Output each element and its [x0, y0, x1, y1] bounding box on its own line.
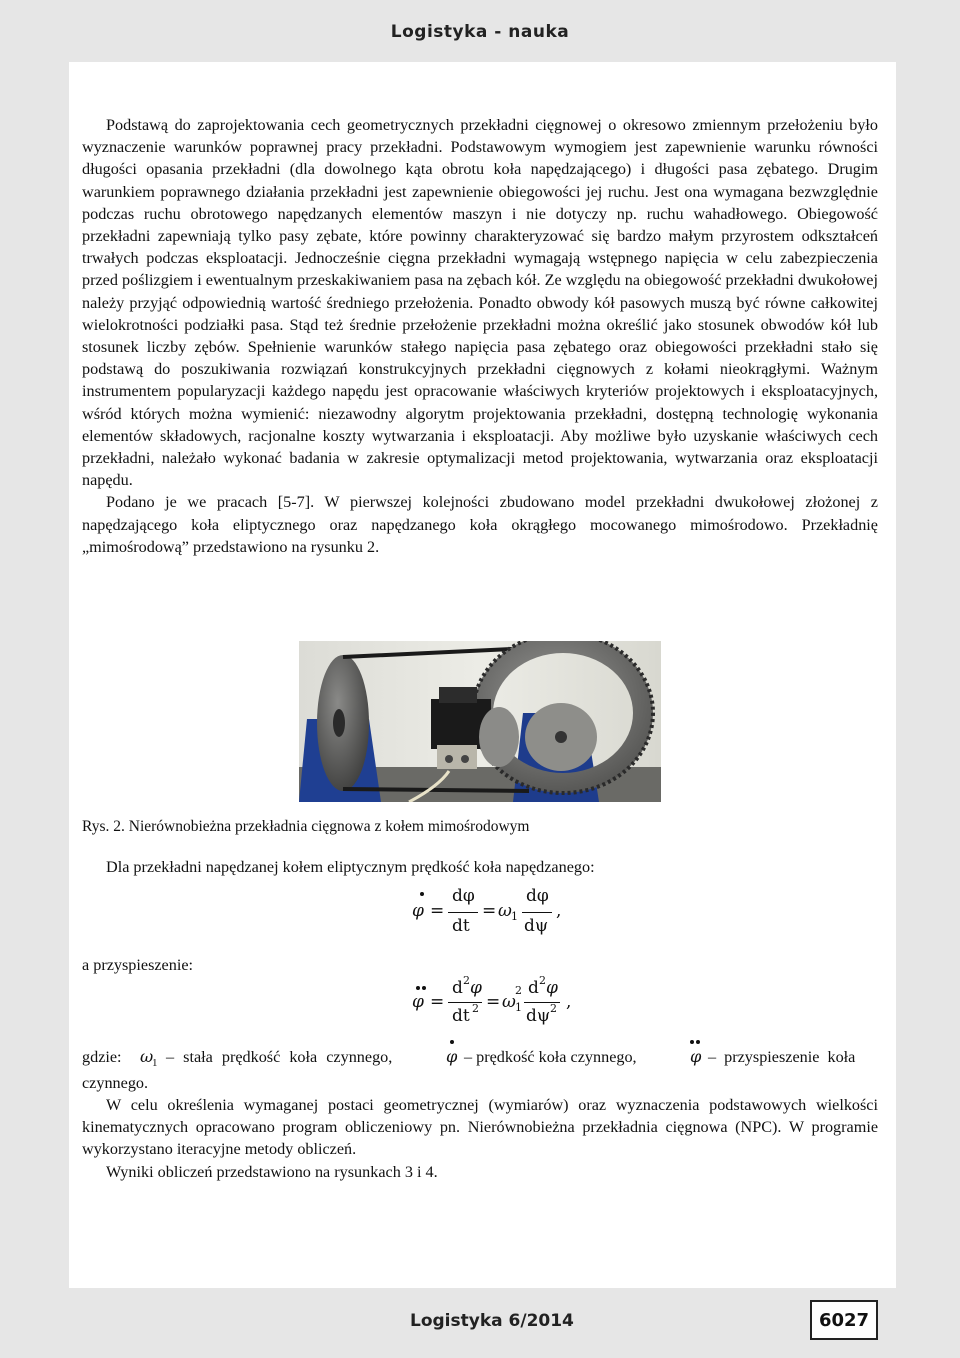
eq2-omega-sub: 1 — [515, 1001, 522, 1014]
legend-gdzie: gdzie: — [82, 1048, 122, 1066]
eq2-num1-phi: φ — [470, 978, 482, 998]
legend-phi-dot: φ — [446, 1047, 458, 1066]
eq2-num2-sup: 2 — [539, 974, 546, 987]
eq1-omega: ω — [498, 901, 512, 921]
velocity-intro: Dla przekładni napędzanej kołem eliptycznym prędkość koła napędzanego: — [106, 858, 595, 876]
eq1-comma: , — [556, 901, 562, 921]
eq2-omega: ω — [502, 992, 516, 1012]
eq1-lhs: φ — [412, 901, 424, 921]
eq2-den2-sup: 2 — [550, 1002, 557, 1015]
eq2-num1-d: d — [452, 978, 463, 998]
eq1-den1: dt — [452, 916, 470, 936]
eq2-omega-sup: 2 — [515, 984, 522, 997]
eq2-comma: , — [566, 992, 572, 1012]
eq2-equals: = — [430, 992, 445, 1012]
eq1-num1: dφ — [452, 886, 475, 906]
eq1-omega-sub: 1 — [511, 910, 518, 923]
page-number: 6027 — [810, 1300, 878, 1340]
eq1-equals-2: = — [482, 901, 497, 921]
symbol-legend — [82, 1046, 878, 1090]
eq2-lhs: φ — [412, 992, 424, 1012]
paragraph-1: Podstawą do zaprojektowania cech geometrycznych przekładni cięgnowej o okresowo zmiennym przełożeniu było wyznaczenie warunków poprawnej pracy przekładni. Podstawowym wymogiem jest zapewnienie warunku równości długości opasania przekładni (dla dowolnego kąta obrotu koła napędzającego) i długości pasa zębatego. Drugim warunkiem poprawnego działania przekładni jest zapewnienie obiegowości jej ruchu. Jest ona wymagana bezwzględnie podczas ruchu obrotowego napędzanych elementów maszyn i nie dotyczy np. ruchu wahadłowego. Obiegowość przekładni zapewniają tylko pasy zębate, które powinny charakteryzować się bardzo małym przyrostem odkształceń trwałych podczas eksploatacji. Jednocześnie cięgna przekładni wymagają wstępnego napięcia w celu zabezpieczenia przed poślizgiem i ewentualnym przeskakiwaniem pasa na zębach kół. Ze względu na obiegowość przekładni dwukołowej należy przyjąć odpowiednią wartość średniego przełożenia. Ponadto obwody kół pasowych muszą być równe całkowitej wielokrotności podziałki pasa. Stąd też średnie przełożenie przekładni można określić jako stosunek obwodów kół lub stosunek liczby zębów. Spełnienie warunków stałego napięcia pasa zębatego oraz obiegowości przekładni stało się podstawą do poszukiwania rozwiązań konstrukcyjnych przekładni cięgnowych z kołami nieokrągłymi. Ważnym instrumentem popularyzacji każdego napędu jest opracowanie właściwych kryteriów projektowych i eksploatacyjnych, wśród których można wymienić: niezawodny algorytm projektowania przekładni, dostępną technologię wykonania elementów składowych, racjonalne koszty wytwarzania i eksploatacji. Aby możliwe było uzyskanie właściwych cech przekładni, należało wykonać badania w zakresie optymalizacji metod projektowania, wytwarzania oraz eksploatacji napędu. — [82, 116, 878, 490]
journal-footer: Logistyka 6/2014 — [410, 1311, 574, 1331]
eq2-num2-d: d — [528, 978, 539, 998]
legend-phi-ddot: φ — [690, 1047, 702, 1066]
gear-mechanism-illustration — [299, 641, 661, 802]
equation-acceleration — [412, 972, 582, 1028]
legend-omega: ω — [140, 1047, 154, 1066]
eq2-equals-2: = — [486, 992, 501, 1012]
acceleration-label: a przyspieszenie: — [82, 956, 194, 974]
paragraph-2: Podano je we pracach [5-7]. W pierwszej kolejności zbudowano model przekładni dwukołowej złożonej z napędzającego koła eliptycznego oraz napędzanego koła okrągłego mocowanego mimośrodowo. Przekładnię „mimośrodową” przedstawiono na rysunku 2. — [82, 493, 878, 556]
closing-text — [82, 1094, 878, 1183]
eq2-num1-sup: 2 — [463, 974, 470, 987]
paragraph-4: Wyniki obliczeń przedstawiono na rysunkach 3 i 4. — [106, 1162, 438, 1181]
legend-omega-desc: – stała prędkość koła czynnego, — [166, 1048, 393, 1066]
legend-continuation: czynnego. — [82, 1074, 149, 1092]
overdot — [420, 892, 424, 896]
figure-photo — [299, 641, 661, 802]
body-text — [82, 114, 878, 558]
eq2-den1-sup: 2 — [472, 1002, 479, 1015]
equation-velocity — [412, 888, 572, 944]
eq2-num2-phi: φ — [546, 978, 558, 998]
legend-phi-ddot-desc: – przyspieszenie koła — [708, 1048, 856, 1066]
eq1-den2: dψ — [524, 916, 549, 936]
running-header: Logistyka - nauka — [390, 22, 570, 42]
paragraph-3: W celu określenia wymaganej postaci geometrycznej (wymiarów) oraz wyznaczenia podstawowych wielkości kinematycznych opracowano program obliczeniowy pn. Nierównobieżna przekładnia cięgnowa (NPC). W programie wykorzystano iteracyjne metody obliczeń. — [82, 1096, 878, 1159]
eq1-equals: = — [430, 901, 445, 921]
eq2-den2: dψ — [526, 1006, 551, 1026]
figure-caption: Rys. 2. Nierównobieżna przekładnia cięgnowa z kołem mimośrodowym — [82, 818, 530, 835]
legend-phi-dot-desc: – prędkość koła czynnego, — [464, 1048, 637, 1066]
legend-omega-sub: 1 — [152, 1057, 158, 1069]
eq2-den1: dt — [452, 1006, 470, 1026]
eq1-num2: dφ — [526, 886, 549, 906]
